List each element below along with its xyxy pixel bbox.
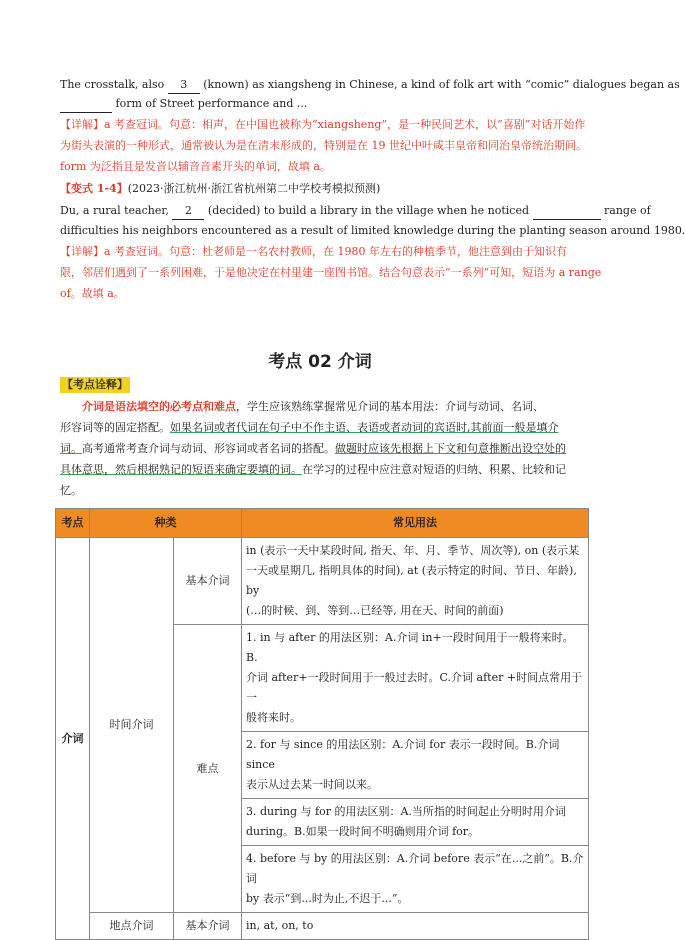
preposition-table: [55, 508, 589, 940]
q2-explain-3: of。故填 a。: [60, 287, 125, 300]
place-usage-cell: in, at, on, to: [242, 913, 589, 940]
q1-explain-3: form 为泛指且是发音以辅音音素开头的单词，故填 a。: [60, 160, 331, 173]
difficulty-item-cell: [242, 846, 589, 913]
header-type: 种类: [90, 509, 242, 538]
table-row: [56, 538, 589, 625]
place-group-cell: 地点介词: [90, 913, 174, 940]
usage-line: (…的时候、到、等到…已经等, 用在天、时间的前面): [246, 604, 504, 617]
difficulty-item-cell: [242, 732, 589, 799]
intro-text: ，学生应该熟练掌握常见介词的基本用法：介词与动词、名词、: [236, 400, 544, 413]
section-tag-row: [60, 377, 590, 393]
table-row: [56, 913, 589, 940]
q1-blank-2: [60, 96, 112, 113]
time-group-cell: 时间介词: [90, 538, 174, 913]
usage-line: by 表示“到...时为止,不迟于...”。: [246, 892, 409, 905]
q1-text: The crosstalk, also: [60, 78, 165, 91]
intro-text: 在学习的过程中应注意对短语的归纳、积累、比较和记: [302, 463, 566, 476]
q2-text: Du, a rural teacher,: [60, 204, 169, 217]
usage-line: 4. before 与 by 的用法区别：A.介词 before 表示“在...之前”。B.介词: [246, 852, 584, 885]
category-cell: 介词: [56, 538, 90, 940]
intro-line-4: [60, 462, 590, 478]
section-title: 考点 02 介词: [268, 352, 372, 372]
intro-line-1: [60, 399, 590, 415]
usage-line: 1. in 与 after 的用法区别：A.介词 in+一段时间用于一般将来时。B.: [246, 631, 574, 664]
q1-blank-1: [168, 77, 200, 94]
intro-underlined: 具体意思，然后根据熟记的短语来确定要填的词。: [60, 463, 302, 476]
basic-usage-cell: [242, 538, 589, 625]
intro-line-5: 忆。: [60, 484, 82, 497]
q1-line2: [60, 96, 590, 113]
q1-text: (known) as xiangsheng in Chinese, a kind of folk art with “comic” dialogues began as: [203, 78, 680, 91]
q1-explain-2: 为街头表演的一种形式，通常被认为是在清末形成的，特别是在 19 世纪中叶咸丰皇帝和同治皇帝统治期间。: [60, 139, 587, 152]
intro-text: 形容词等的固定搭配。: [60, 421, 170, 434]
q2-explain-2: 限，邻居们遇到了一系列困难，于是他决定在村里建一座图书馆。结合句意表示“一系列”可知，短语为 a range: [60, 266, 602, 279]
variant-label: 【变式 1-4】: [60, 182, 128, 195]
variant-heading: [60, 181, 590, 197]
variant-source: (2023·浙江杭州·浙江省杭州第二中学校考模拟预测): [127, 182, 381, 195]
header-usage: 常见用法: [242, 509, 589, 538]
table-header-row: [56, 509, 589, 538]
q1-line1: [60, 77, 680, 94]
q1-text: form of Street performance and ...: [115, 97, 308, 110]
difficulty-item-cell: [242, 799, 589, 846]
difficulty-item-cell: [242, 625, 589, 732]
q2-blank-number: 2: [184, 204, 192, 217]
intro-key-point: 介词是语法填空的必考点和难点: [82, 400, 236, 413]
difficulty-label-cell: 难点: [174, 625, 242, 913]
q2-text: (decided) to build a library in the village when he noticed: [207, 204, 530, 217]
intro-underlined: 如果名词或者代词在句子中不作主语、表语或者动词的宾语时,其前面一般是填介: [170, 421, 559, 434]
usage-line: 般将来时。: [246, 711, 301, 724]
usage-line: 表示从过去某一时间以来。: [246, 778, 378, 791]
q1-blank-number: 3: [180, 78, 188, 91]
header-point: 考点: [56, 509, 90, 538]
intro-line-2: [60, 420, 590, 436]
section-tag: 【考点诠释】: [62, 378, 128, 391]
intro-line-3: [60, 441, 590, 457]
q2-blank-2: [533, 203, 601, 220]
place-basic-label-cell: 基本介词: [174, 913, 242, 940]
basic-label-cell: 基本介词: [174, 538, 242, 625]
q2-explain-1: 【详解】a 考查冠词。句意：杜老师是一名农村教师，在 1980 年左右的种植季节，他注意到由于知识有: [60, 245, 568, 258]
q2-text: range of: [604, 204, 651, 217]
usage-line: in (表示一天中某段时间, 指天、年、月、季节、周次等), on (表示某: [246, 544, 580, 557]
usage-line: 2. for 与 since 的用法区别：A.介词 for 表示一段时间。B.介词 since: [246, 738, 560, 771]
usage-line: 3. during 与 for 的用法区别：A.当所指的时间起止分明时用介词: [246, 805, 566, 818]
intro-underlined: 词。: [60, 442, 82, 455]
q2-blank-1: [172, 203, 204, 220]
q2-line1: [60, 203, 651, 220]
usage-line: 一天或星期几, 指明具体的时间), at (表示特定的时间、节日、年龄), by: [246, 564, 577, 597]
q1-explain-1: 【详解】a 考查冠词。句意：相声，在中国也被称为“xiangsheng”，是一种民间艺术，以“喜剧”对话开始作: [60, 118, 586, 131]
q2-line2: difficulties his neighbors encountered as a result of limited knowledge during the planting season around 1980.: [60, 224, 685, 237]
intro-underlined: 做题时应该先根据上下文和句意推断出设空处的: [335, 442, 566, 455]
intro-text: 高考通常考查介词与动词、形容词或者名词的搭配。: [82, 442, 335, 455]
usage-line: during。B.如果一段时间不明确则用介词 for。: [246, 825, 480, 838]
usage-line: 介词 after+一段时间用于一般过去时。C.介词 after +时间点常用于一: [246, 671, 583, 704]
